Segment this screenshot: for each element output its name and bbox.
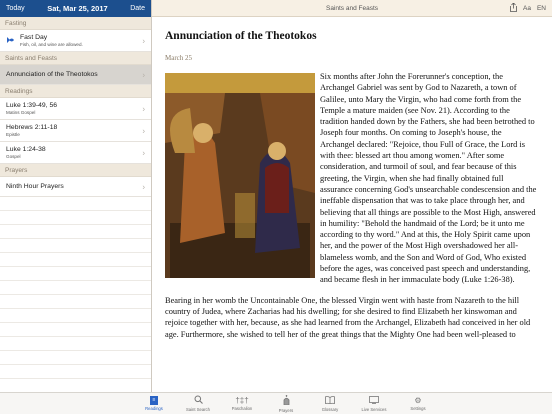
annunciation-icon-image [165,73,315,278]
fish-icon [6,36,16,46]
article-paragraph: Bearing in her womb the Uncontainable One, the blessed Virgin went with haste from Nazareth to the hill country of Judea, where Zacharias had his dwelling; for she desired to find Elizabeth her kinswoman and rejoice together with her, because, as she had learned from the Archangel, Elizabeth had conceived in her old age. Furthermore, she wished to tell her of the great things that the Mighty One had been well-pleased to [165,295,531,339]
tab-paschalion[interactable] [220,393,264,414]
detail-toolbar [510,3,546,14]
prayer-item[interactable] [0,177,151,197]
reading-item[interactable] [0,142,151,164]
language-button[interactable]: EN [536,5,546,12]
article [152,17,552,340]
tab-label: Settings [410,406,426,411]
tab-settings[interactable] [396,393,440,414]
empty-list-area [0,197,151,392]
saint-item-annunciation[interactable] [0,65,151,85]
tab-label: Prayers [278,407,294,413]
reading-title: Hebrews 2:11-18 [6,124,58,131]
section-prayers: Prayers [0,164,151,177]
crosses-icon: †‡† [235,396,249,405]
detail-header [152,0,552,17]
reading-item[interactable] [0,98,151,120]
article-date: March 25 [165,54,193,62]
reading-sub: Epistle [6,132,20,137]
share-icon[interactable] [510,3,517,14]
today-button[interactable]: Today [6,5,25,12]
saint-item-label: Annunciation of the Theotokos [6,71,98,78]
reading-title: Luke 1:24-38 [6,146,46,153]
current-date: Sat, Mar 25, 2017 [47,4,108,13]
left-pane [0,0,152,392]
reading-sub: Gospel [6,154,21,159]
tab-saint-search[interactable] [176,393,220,414]
reading-title: Luke 1:39-49, 56 [6,102,58,109]
tab-label: Glossary [321,406,339,412]
fast-day-title: Fast Day [20,34,48,41]
tab-bar [0,392,552,414]
chevron-right-icon: › [142,104,145,113]
section-readings: Readings [0,85,151,98]
article-paragraph: Six months after John the Forerunner's conception, the Archangel Gabriel was sent by God to Nazareth, a town of Galilee, unto Mary the Virgin, who had come forth from the Temple a mature maiden (see Nov. 21). According to the tradition handed down by the Fathers, she had been betrothed to Joseph four months. On coming to Joseph's house, the Archangel declared: "Rejoice, thou Full of Grace, the Lord is with thee: blessed art thou among women." After some consideration, and turmoil of soul, and fear because of this greeting, the Virgin, when she had finally obtained full assurance concerning God's unsearchable condescension and the ineffable dispensation that was to take place through her, and believing that all things are possible to the Most High, answered in humility: "Behold the handmaid of the Lord; be it unto me according to thy word." And at this, the Holy Spirit came upon her, and the power of the Most High overshadowed her all-blameless womb, and the Son and Word of God, Who existed before the ages, was conceived past speech and understanding, and became flesh in her immaculate body (Luke 1:26-38). [320,72,537,285]
church-icon [282,395,291,408]
chevron-right-icon: › [142,182,145,191]
search-icon [194,395,203,407]
left-header [0,0,151,17]
font-size-button[interactable]: Aa [523,5,531,12]
readings-icon: ≡ [150,396,158,405]
tab-prayers[interactable] [264,393,308,414]
gear-icon: ⚙ [414,396,422,405]
reading-item[interactable] [0,120,151,142]
fast-day-sub: Fish, oil, and wine are allowed. [20,42,83,47]
date-button[interactable]: Date [130,5,145,12]
tab-live-services[interactable] [352,393,396,414]
tab-label: Readings [145,406,163,411]
prayer-label: Ninth Hour Prayers [6,183,64,190]
fast-day-row[interactable] [0,30,151,52]
video-icon [369,396,379,407]
detail-pane [152,0,552,392]
chevron-right-icon: › [142,70,145,79]
chevron-right-icon: › [142,148,145,157]
tab-label: Live Services [361,406,387,412]
detail-header-title: Saints and Feasts [325,4,379,12]
tab-label: Saint Search [186,407,210,412]
tab-glossary[interactable] [308,393,352,414]
tab-readings[interactable] [132,393,176,414]
tab-label: Paschalion [231,406,253,411]
article-title: Annunciation of the Theotokos [165,30,317,42]
reading-sub: Matins Gospel [6,110,36,115]
chevron-right-icon: › [142,126,145,135]
section-saints: Saints and Feasts [0,52,151,65]
section-fasting: Fasting [0,17,151,30]
chevron-right-icon: › [142,36,145,45]
book-icon [325,396,335,407]
